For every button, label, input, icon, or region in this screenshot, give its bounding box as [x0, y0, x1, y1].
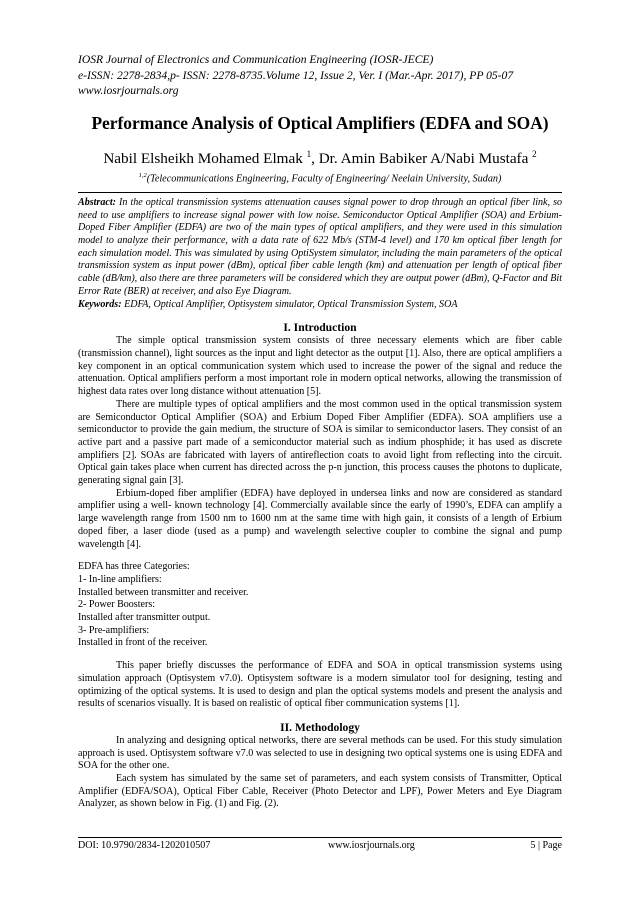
footer-doi: DOI: 10.9790/2834-1202010507: [78, 840, 211, 851]
abstract: [78, 197, 562, 299]
list-line: 1- In-line amplifiers:: [78, 573, 162, 585]
author-2: , Dr. Amin Babiker A/Nabi Mustafa: [311, 149, 529, 167]
footer-page-number: 5 | Page: [530, 840, 562, 851]
affiliation: [78, 169, 562, 185]
list-line: Installed in front of the receiver.: [78, 637, 208, 649]
paper-title: Performance Analysis of Optical Amplifiers (EDFA and SOA): [91, 112, 549, 133]
page-footer: [78, 837, 562, 854]
authors: [78, 145, 562, 168]
list-line: EDFA has three Categories:: [78, 561, 190, 573]
paragraph: In analyzing and designing optical networks, there are several methods can be used. For this study simulation approach is used. Optisystem software v7.0 was selected to use in designing two optical systems one is using EDFA and SOA for the other one.: [78, 734, 562, 772]
section-heading-introduction: I. Introduction: [283, 321, 357, 335]
author-1: Nabil Elsheikh Mohamed Elmak: [103, 149, 303, 167]
list-line: 2- Power Boosters:: [78, 599, 156, 611]
keywords: [78, 299, 562, 312]
paragraph: There are multiple types of optical amplifiers and the most common used in the optical transmission system are Semiconductor Optical Amplifier (SOA) and Erbium Doped Fiber Amplifier (EDFA). SOA amplifiers use a semiconductor to provide the gain medium, the structure of SOA is similar to semiconductor lasers. They consist of an active part and a passive part made of a semiconductor material such as indium phosphide; it has used as discrete amplifiers [2]. SOAs are fabricated with layers of antireflection coats to avoid light from reflecting into the circuit. Optical gain takes place when current has directed across the p-n junction, this process causes the photons to duplicate, generating signal gain [3].: [78, 398, 562, 487]
keywords-label: Keywords:: [78, 298, 122, 310]
spacer: [78, 650, 562, 660]
author-1-sup: 1: [306, 148, 312, 159]
paragraph: Erbium-doped fiber amplifier (EDFA) have deployed in undersea links and now are considered as standard amplifier using a well- known technology [4]. Commercially available since the early of 1990’s, EDFA can amplify a large wavelength range from 1500 nm to 1600 nm at the same time with high gain, it consists of a length of Erbium doped fiber, a laser diode (used as a pump) and wavelength selective coupler to combine the signal and pump wavelength [4].: [78, 487, 562, 550]
list-line: Installed between transmitter and receiver.: [78, 586, 249, 598]
section-heading-methodology: II. Methodology: [280, 720, 360, 734]
journal-site: www.iosrjournals.org: [78, 84, 179, 97]
paragraph: The simple optical transmission system consists of three necessary elements which are fiber cable (transmission channel), light sources as the input and light detector as the output [1]. Also, there are optical amplifiers a key component in an optical communication system which used to increase the power of the signal and reduce the attenuation. Optical amplifiers perform a most important role in modern optical networks, allowing the transmission of highest data rates over long distance without attenuation [5].: [78, 335, 562, 398]
author-2-sup: 2: [532, 148, 537, 159]
abstract-top-rule: [78, 192, 562, 193]
footer-site: www.iosrjournals.org: [328, 840, 415, 851]
abstract-text: In the optical transmission systems attenuation causes signal power to drop through an optical fiber link, so need to use amplifiers to increase signal power with low noise. Semiconductor Optical Amplifier (SOA) and Erbium-Doped Fiber Amplifier (EDFA) are two of the main types of optical amplifiers, and they were used in this simulation model to analyze their performance, with a data rate of 622 Mb/s (STM-4 level) and 170 km optical fiber length for each simulation model. This was simulated by using OptiSystem simulator, including the main parameters of the optical transmission system as input power (dBm), optical fiber cable length (km) and attenuation per length of optical fiber cable (dB/km), also there are three parameters will be considered which they are output power (dBm), Q-Factor and Bit Error Rate (BER) at receiver, and also Eye Diagram.: [78, 196, 563, 297]
paragraph: Each system has simulated by the same set of parameters, and each system consists of Transmitter, Optical Amplifier (EDFA/SOA), Optical Fiber Cable, Receiver (Photo Detector and LPF), Power Meters and Eye Diagram Analyzer, as shown below in Fig. (1) and Fig. (2).: [78, 773, 562, 810]
paragraph: This paper briefly discusses the performance of EDFA and SOA in optical transmission systems using simulation approach (Optisystem v7.0). Optisystem software is a modern simulator tool for designing, testing and optimizing of the optical systems. It is used to design and plan the optical systems models and present the analysis and results of scenarios visually. It is based on realistic of optical fiber communication systems [1].: [78, 660, 562, 710]
affiliation-text: (Telecommunications Engineering, Faculty of Engineering/ Neelain University, Sudan): [146, 172, 502, 184]
abstract-label: Abstract:: [78, 196, 116, 208]
spacer: [78, 551, 562, 561]
keywords-text: EDFA, Optical Amplifier, Optisystem simulator, Optical Transmission System, SOA: [124, 298, 458, 310]
list-line: 3- Pre-amplifiers:: [78, 624, 150, 636]
journal-name: IOSR Journal of Electronics and Communication Engineering (IOSR-JECE): [78, 53, 434, 66]
edfa-categories-list: [78, 561, 562, 650]
list-line: Installed after transmitter output.: [78, 612, 211, 624]
journal-issn: e-ISSN: 2278-2834,p- ISSN: 2278-8735.Volume 12, Issue 2, Ver. I (Mar.-Apr. 2017), PP 05-07: [78, 68, 514, 82]
affiliation-sup: 1,2: [138, 171, 147, 179]
journal-header: [78, 52, 562, 99]
paper-page: [78, 52, 562, 811]
